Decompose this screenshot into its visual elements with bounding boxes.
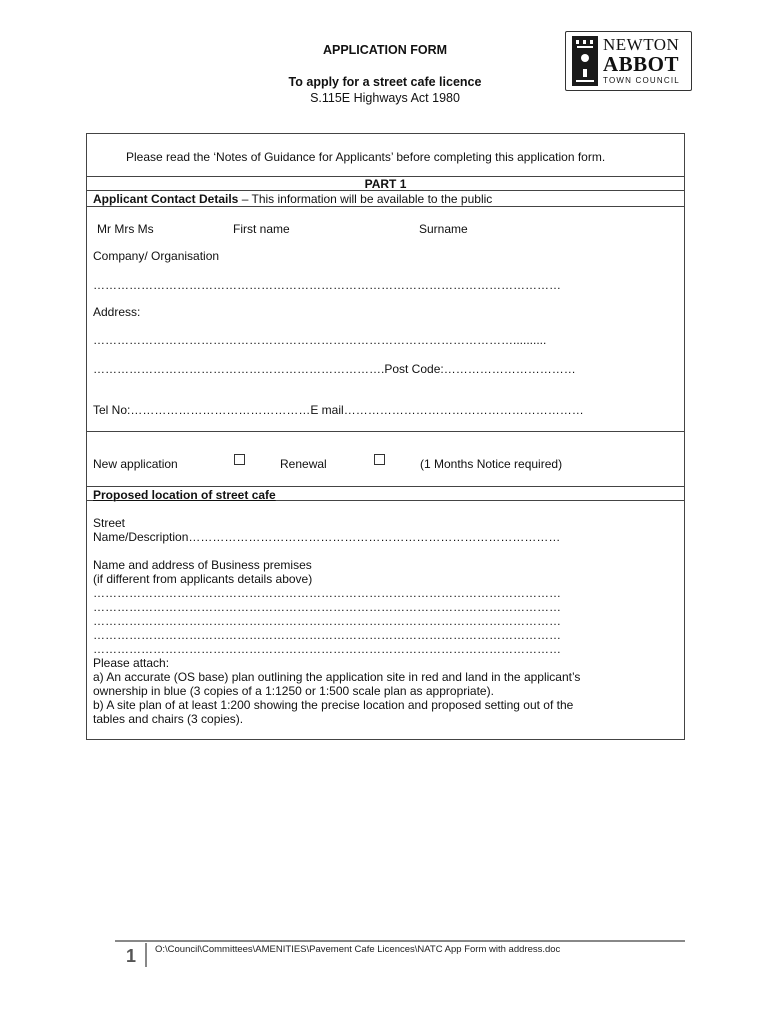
- address-label: Address:: [93, 305, 141, 319]
- form-title: APPLICATION FORM: [322, 43, 448, 57]
- title-label: Mr Mrs Ms: [97, 222, 154, 236]
- divider: [86, 206, 685, 207]
- postcode-field[interactable]: ……………………………………………………………….Post Code:……………………………: [93, 362, 576, 376]
- business-address-line[interactable]: ………………………………………………………………………………………………………: [93, 586, 561, 600]
- tower-emblem-icon: [572, 36, 598, 86]
- renewal-label: Renewal: [280, 457, 327, 471]
- business-address-line[interactable]: ………………………………………………………………………………………………………: [93, 614, 561, 628]
- file-path: O:\Council\Committees\AMENITIES\Pavement Cafe Licences\NATC App Form with address.doc: [155, 944, 561, 955]
- divider: [86, 486, 685, 487]
- attach-label: Please attach:: [93, 656, 170, 670]
- attach-item-a: a) An accurate (OS base) plan outlining the application site in red and land in the applicant’s: [93, 670, 581, 684]
- location-heading: Proposed location of street cafe: [93, 488, 276, 502]
- contact-details-header: [93, 192, 492, 206]
- logo-line-abbot: ABBOT: [603, 52, 680, 76]
- notice-label: (1 Months Notice required): [420, 457, 563, 471]
- contact-note: – This information will be available to the public: [238, 192, 493, 206]
- business-label: Name and address of Business premises: [93, 558, 312, 572]
- company-field[interactable]: ………………………………………………………………………………………………………: [93, 278, 561, 292]
- attach-item-b-cont: tables and chairs (3 copies).: [93, 712, 244, 726]
- business-address-line[interactable]: ………………………………………………………………………………………………………: [93, 628, 561, 642]
- footer-rule: [115, 940, 685, 942]
- company-label: Company/ Organisation: [93, 249, 220, 263]
- attach-item-b: b) A site plan of at least 1:200 showing the precise location and proposed setting out of the: [93, 698, 574, 712]
- intro-text: Please read the ‘Notes of Guidance for Applicants’ before completing this application form.: [126, 150, 606, 164]
- renewal-checkbox[interactable]: [374, 454, 385, 465]
- business-address-line[interactable]: ………………………………………………………………………………………………………: [93, 600, 561, 614]
- new-application-checkbox[interactable]: [234, 454, 245, 465]
- new-application-label: New application: [93, 457, 178, 471]
- contact-heading: Applicant Contact Details: [93, 192, 239, 206]
- business-note: (if different from applicants details above): [93, 572, 313, 586]
- divider: [86, 431, 685, 432]
- address-field[interactable]: ……………………………………………………………………………………………..........: [93, 333, 547, 347]
- street-label: Street: [93, 516, 126, 530]
- tel-email-field[interactable]: Tel No:………………………………………E mail……………………………………………………: [93, 403, 584, 417]
- street-description-field[interactable]: Name/Description…………………………………………………………………………………: [93, 530, 561, 544]
- form-subtitle: To apply for a street cafe licence: [288, 75, 482, 89]
- page-number: 1: [126, 946, 137, 966]
- part-heading: PART 1: [364, 177, 407, 191]
- surname-label: Surname: [419, 222, 468, 236]
- footer-separator: [145, 943, 147, 967]
- form-act: S.115E Highways Act 1980: [310, 91, 460, 105]
- logo-line-newton: NEWTON: [603, 35, 680, 54]
- firstname-label: First name: [233, 222, 290, 236]
- attach-item-a-cont: ownership in blue (3 copies of a 1:1250 or 1:500 scale plan as appropriate).: [93, 684, 494, 698]
- logo-line-town-council: TOWN COUNCIL: [603, 76, 680, 85]
- newton-abbot-logo: [565, 31, 692, 91]
- business-address-line[interactable]: ………………………………………………………………………………………………………: [93, 642, 561, 656]
